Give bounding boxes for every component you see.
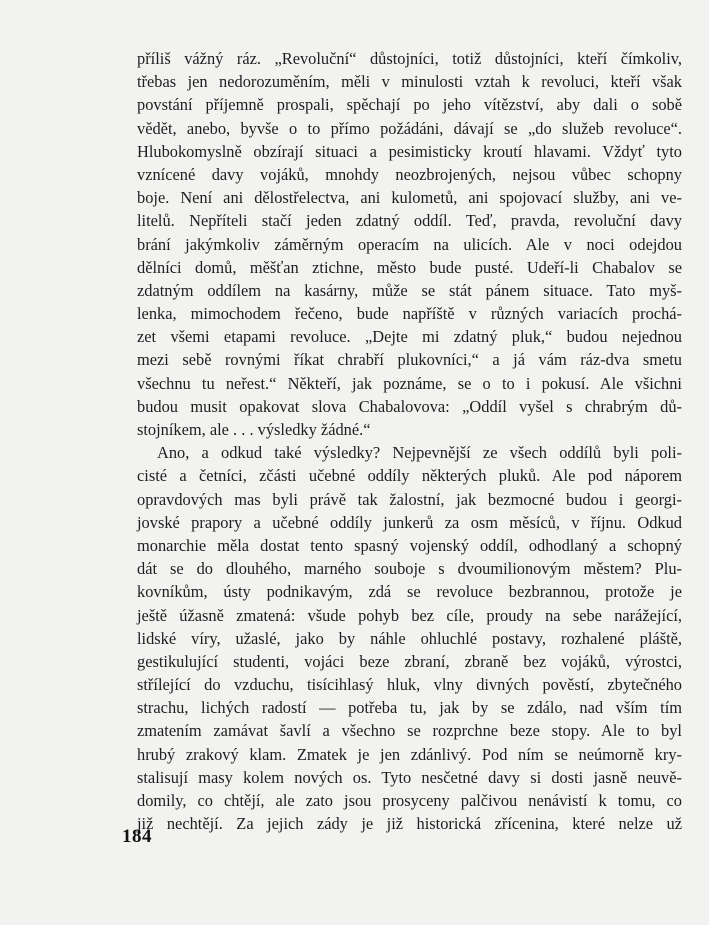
page-number: 184 [122,826,152,847]
text-line: gestikulující studenti, vojáci beze zbraní, zbraně bez vojáků, výrostci, [137,651,682,671]
text-line: dělníci domů, měšťan ztichne, město bude pusté. Udeří-li Chabalov se [137,257,682,277]
text-line: strachu, lichých radostí — potřeba tu, jak by se zdálo, nad vším tím [137,698,682,718]
text-line: zdatným oddílem na kasárny, může se stát pánem situace. Tato myš- [137,280,682,300]
text-line: boje. Není ani dělostřelectva, ani kulometů, ani spojovací služby, ani ve- [137,188,682,208]
text-line: cisté a četníci, zčásti učebné oddíly některých pluků. Ale pod náporem [137,466,682,486]
text-line: monarchie měla dostat tento spasný vojenský oddíl, odhodlaný a schopný [137,535,682,555]
text-line: lidské víry, užaslé, jako by náhle ohluchlé postavy, rozhalené pláště, [137,628,682,648]
text-line: jovské prapory a učebné oddíly junkerů za osm měsíců, v říjnu. Odkud [137,512,682,532]
text-line: zet všemi etapami revoluce. „Dejte mi zdatný pluk,“ budou nejednou [137,327,682,347]
text-line: třebas jen nedorozuměním, měli v minulosti vztah k revoluci, kteří však [137,72,682,92]
text-line: příliš vážný ráz. „Revoluční“ důstojníci, totiž důstojníci, kteří čímkoliv, [137,49,682,68]
text-line: litelů. Nepříteli stačí jeden zdatný oddíl. Teď, pravda, revoluční davy [137,211,682,231]
text-line: mezi sebě rovnými říkat chrabří plukovníci,“ a já vám ráz-dva smetu [137,350,682,370]
text-line: ještě úžasně zmatená: všude pohyb bez cíle, proudy na sebe narážející, [137,605,682,625]
text-line: budou musit opakovat slova Chabalovova: „Oddíl vyšel s chrabrým dů- [137,396,682,416]
text-line: již nechtějí. Za jejich zády je již historická zřícenina, které nelze už [137,814,682,834]
text-line: brání jakýmkoliv záměrným operacím na ulicích. Ale v noci odejdou [137,234,682,254]
text-line: všechnu tu neřest.“ Někteří, jak poznáme, se o to i pokusí. Ale všichni [137,373,682,393]
text-line: střílející do vzduchu, tisícihlasý hluk, vlny divných pověstí, zbytečného [137,675,682,695]
text-line: stalisují masy kolem nových os. Tyto nesčetné davy si dosti jasně neuvě- [137,767,682,787]
text-line: kovníkům, ústy podnikavým, zdá se revoluce bezbrannou, protože je [137,582,682,602]
text-line: dát se do dlouhého, marného souboje s dvoumilionovým městem? Plu- [137,559,682,579]
text-line: opravdových mas byli právě tak žalostní, jak bezmocné budou i georgi- [137,489,682,509]
text-line: Hlubokomyslně obzírají situaci a pesimisticky kroutí hlavami. Vždyť tyto [137,141,682,161]
text-line: povstání příjemně prospali, spěchají po jeho vítězství, aby dali o sobě [137,95,682,115]
text-line: lenka, mimochodem řečeno, bude napříště v různých variacích prochá- [137,304,682,324]
text-line: domily, co chtějí, ale zato jsou prosyceny palčivou nenávistí k tomu, co [137,791,682,810]
text-line: zmatením zamávat šavlí a všechno se rozprchne beze stopy. Ale to byl [137,721,682,741]
text-line: vědět, anebo, byvše o to přímo požádáni, dávají se „do služeb revoluce“. [137,118,682,138]
text-line: Ano, a odkud také výsledky? Nejpevnější ze všech oddílů byli poli- [157,443,682,463]
text-line: hrubý zrakový klam. Zmatek je jen zdánlivý. Pod ním se neúmorně kry- [137,744,682,764]
body-text [137,47,682,835]
text-line: vznícené davy vojáků, mnohdy neozbrojených, nejsou vůbec schopny [137,164,682,184]
text-line: stojníkem, ale . . . výsledky žádné.“ [137,420,371,439]
